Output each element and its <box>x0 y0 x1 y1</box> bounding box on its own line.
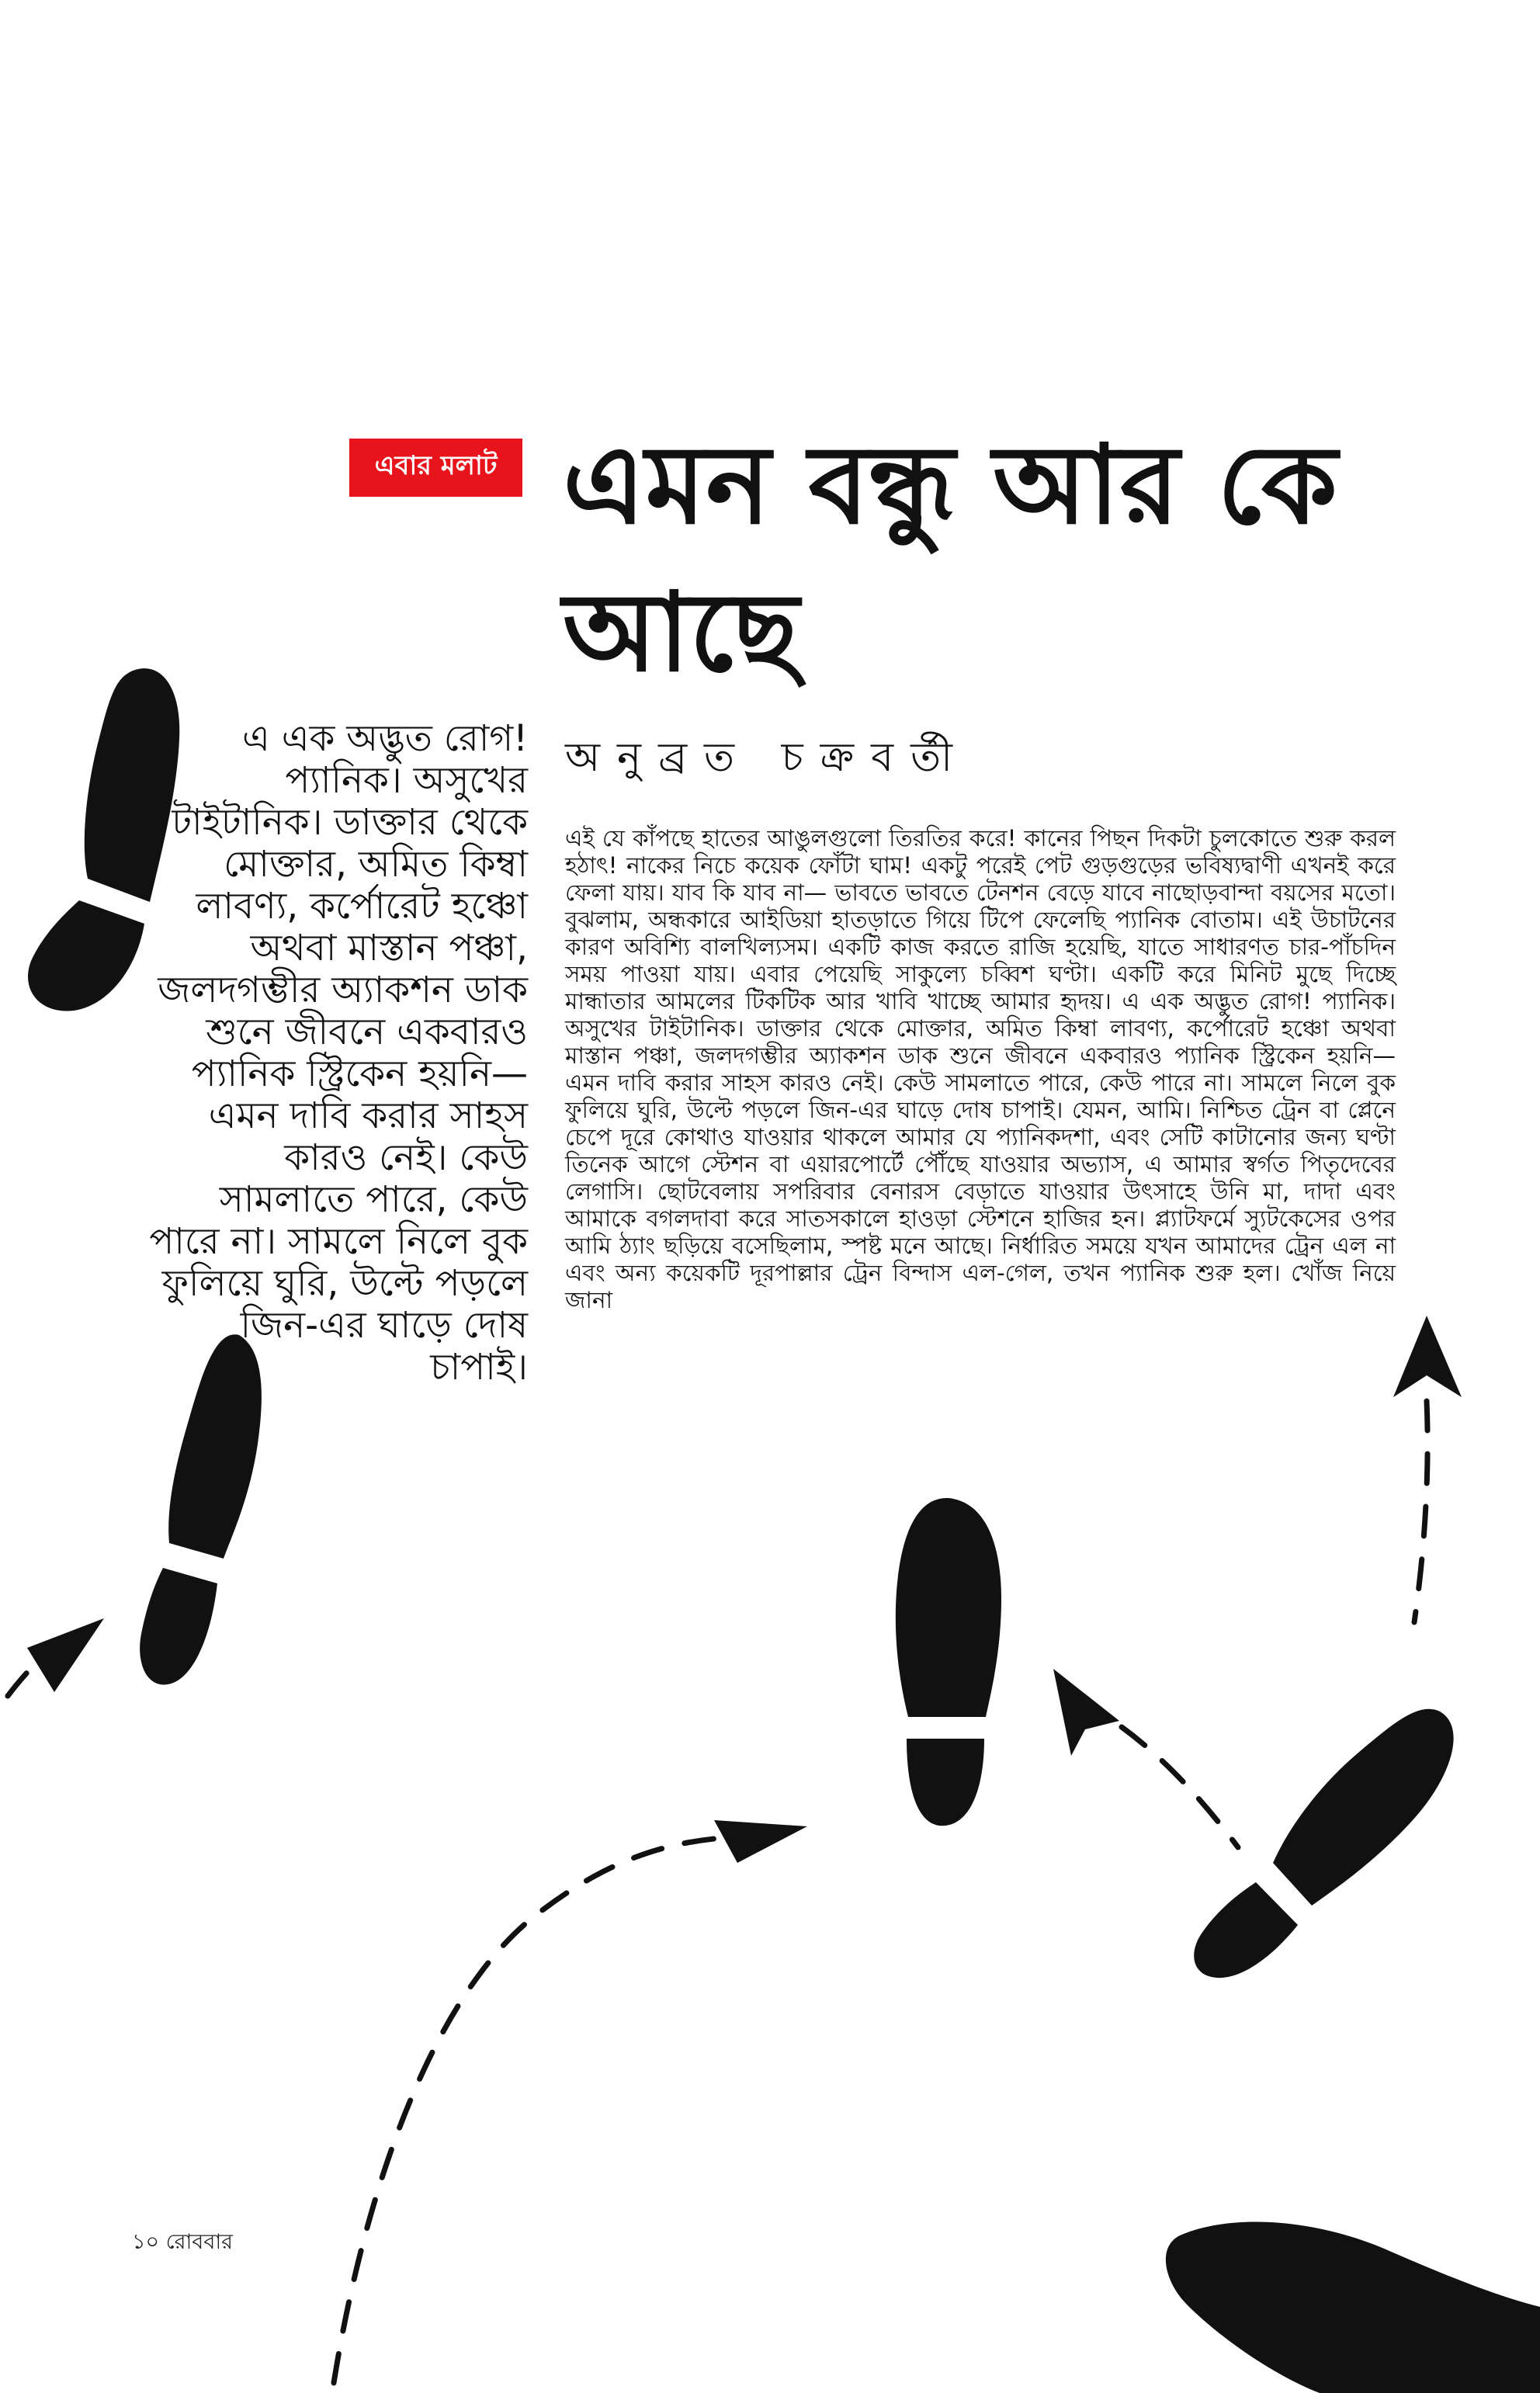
dashed-path <box>1414 1401 1427 1622</box>
arrowhead-icon <box>714 1820 807 1863</box>
shoe-heel-icon <box>907 1739 984 1826</box>
headline: এমন বন্ধু আর কে আছে <box>563 421 1337 696</box>
dashed-path <box>8 1652 48 1696</box>
shoe-heel-icon <box>140 1568 217 1684</box>
shoe-heel-icon <box>28 900 144 1011</box>
pull-quote: এ এক অদ্ভুত রোগ! প্যানিক। অসুখের টাইটানিক। ডাক্তার থেকে মোক্তার, অমিত কিম্বা লাবণ্য, কর্পোরেট হঞ্চো অথবা মাস্তান পঞ্চা, জলদগম্ভীর অ্যাকশন ডাক শুনে জীবনে একবারও প্যানিক স্ট্রিকেন হয়নি— এমন দাবি করার সাহস কারও নেই। কেউ সামলাতে পারে, কেউ পারে না। সামলে নিলে বুক ফুলিয়ে ঘুরি, উল্টে পড়লে জিন-এর ঘাড়ে দোষ চাপাই। <box>149 717 528 1389</box>
shoe-sole-icon <box>1273 1709 1454 1906</box>
author-byline: অনুব্রত চক্রবর্তী <box>565 734 969 781</box>
shoe-sole-icon <box>896 1498 1001 1717</box>
arrowhead-icon <box>27 1618 104 1692</box>
arrowhead-icon <box>1393 1316 1462 1397</box>
dashed-path <box>334 1838 722 2383</box>
arrowhead-icon <box>1053 1669 1119 1756</box>
shoe-heel-icon <box>1194 1882 1298 1978</box>
article-body: এই যে কাঁপছে হাতের আঙুলগুলো তিরতির করে! কানের পিছন দিকটা চুলকোতে শুরু করল হঠাৎ! নাকের নিচে কয়েক ফোঁটা ঘাম! একটু পরেই পেট গুড়গুড়ের ভবিষ্যদ্বাণী এখনই করে ফেলা যায়। যাব কি যাব না— ভাবতে ভাবতে টেনশন বেড়ে যাবে নাছোড়বান্দা বয়সের মতো। বুঝলাম, অন্ধকারে আইডিয়া হাতড়াতে গিয়ে টিপে ফেলেছি প্যানিক বোতাম। এই উচাটনের কারণ অবিশ্যি বালখিল্যসম। একটি কাজ করতে রাজি হয়েছি, যাতে সাধারণত চার-পাঁচদিন সময় পাওয়া যায়। এবার পেয়েছি সাকুল্যে চব্বিশ ঘণ্টা। একটি করে মিনিট মুছে দিচ্ছে মান্ধাতার আমলের টিকটিক আর খাবি খাচ্ছে আমার হৃদয়। এ এক অদ্ভুত রোগ! প্যানিক। অসুখের টাইটানিক। ডাক্তার থেকে মোক্তার, অমিত কিম্বা লাবণ্য, কর্পোরেট হঞ্চো অথবা মাস্তান পঞ্চা, জলদগম্ভীর অ্যাকশন ডাক শুনে জীবনে একবারও প্যানিক স্ট্রিকেন হয়নি— এমন দাবি করার সাহস কারও নেই। কেউ সামলাতে পারে, কেউ পারে না। সামলে নিলে বুক ফুলিয়ে ঘুরি, উল্টে পড়লে জিন-এর ঘাড়ে দোষ চাপাই। যেমন, আমি। নিশ্চিত ট্রেন বা প্লেনে চেপে দূরে কোথাও যাওয়ার থাকলে আমার যে প্যানিকদশা, এবং সেটি কাটানোর জন্য ঘণ্টা তিনেক আগে স্টেশন বা এয়ারপোর্টে পৌঁছে যাওয়ার অভ্যাস, এ আমার স্বর্গত পিতৃদেবের লেগাসি। ছোটবেলায় সপরিবার বেনারস বেড়াতে যাওয়ার উৎসাহে উনি মা, দাদা এবং আমাকে বগলদাবা করে সাতসকালে হাওড়া স্টেশনে হাজির হন। প্ল্যাটফর্মে স্যুটকেসের ওপর আমি ঠ্যাং ছড়িয়ে বসেছিলাম, স্পষ্ট মনে আছে। নির্ধারিত সময়ে যখন আমাদের ট্রেন এল না এবং অন্য কয়েকটি দূরপাল্লার ট্রেন বিন্দাস এল-গেল, তখন প্যানিক শুরু হল। খোঁজ নিয়ে জানা <box>565 825 1396 1313</box>
page-folio: ১০ রোববার <box>132 2230 234 2254</box>
shoe-sole-icon <box>1166 2222 1540 2393</box>
dashed-path <box>1122 1727 1238 1847</box>
section-tag: এবার মলাট <box>349 439 522 497</box>
